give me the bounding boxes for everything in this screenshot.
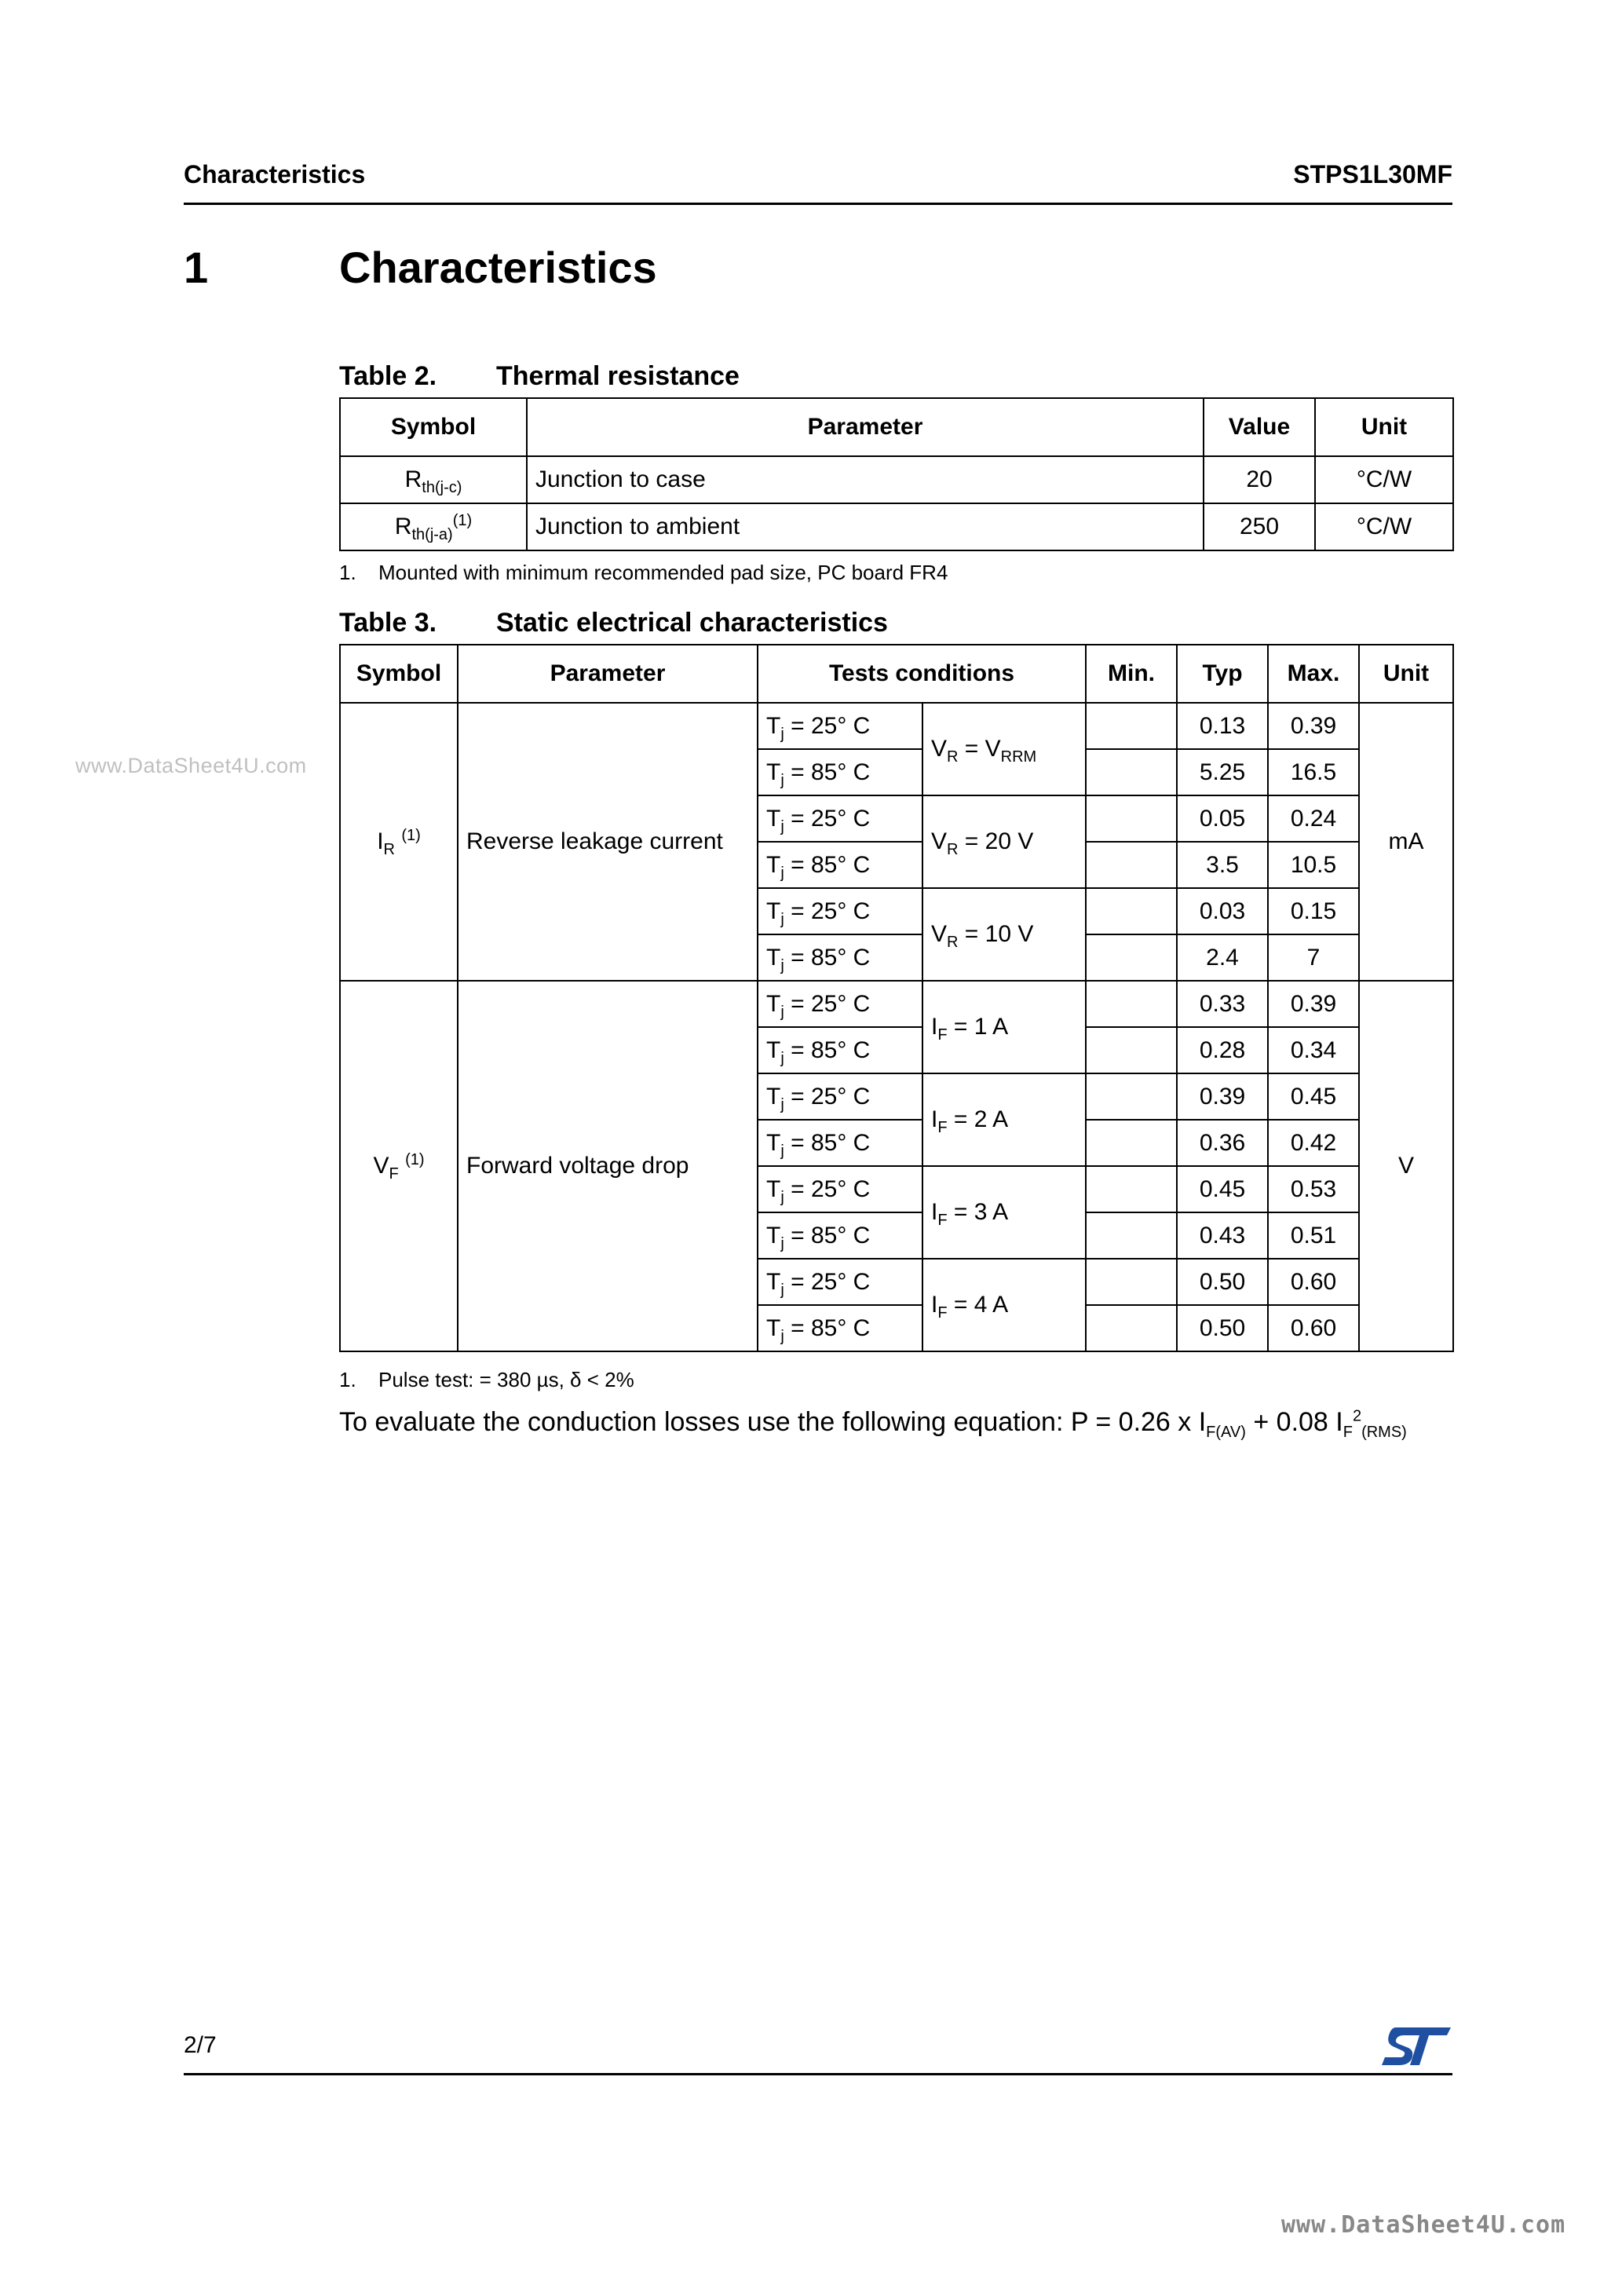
bias-condition-cell: $V_R = 20$ V — [922, 795, 1086, 888]
section-number: 1 — [184, 243, 209, 292]
typ-cell: 5.25 — [1177, 749, 1268, 795]
unit-cell: mA — [1359, 703, 1453, 981]
max-cell: 7 — [1268, 934, 1359, 981]
running-header-part-number: STPS1L30MF — [1293, 160, 1452, 188]
temperature-condition-cell: $T_j = 85^\circ$ C — [758, 749, 922, 795]
table-header-row — [340, 398, 1453, 456]
min-cell — [1086, 1073, 1177, 1120]
min-cell — [1086, 1120, 1177, 1166]
st-logo-icon — [1380, 2024, 1452, 2068]
min-cell — [1086, 842, 1177, 888]
column-header: Min. — [1086, 645, 1177, 703]
temperature-condition-cell: $T_j = 85^\circ$ C — [758, 1212, 922, 1259]
min-cell — [1086, 795, 1177, 842]
max-cell: 0.51 — [1268, 1212, 1359, 1259]
typ-cell: 0.33 — [1177, 981, 1268, 1027]
bias-condition-cell: $I_F = 4$ A — [922, 1259, 1086, 1351]
temperature-condition-cell: $T_j = 25^\circ$ C — [758, 1166, 922, 1212]
column-header: Parameter — [527, 398, 1204, 456]
temperature-condition-cell: $T_j = 85^\circ$ C — [758, 934, 922, 981]
symbol-cell: $R_{th(j-c)}$ — [340, 456, 527, 503]
column-header: Value — [1204, 398, 1315, 456]
bias-condition-cell: $V_R = 10$ V — [922, 888, 1086, 981]
watermark-text: www.DataSheet4U.com — [75, 754, 307, 777]
section-title: Characteristics — [339, 243, 657, 292]
parameter-cell: Junction to case — [527, 456, 1204, 503]
max-cell: 0.42 — [1268, 1120, 1359, 1166]
typ-cell: 0.39 — [1177, 1073, 1268, 1120]
running-header-section: Characteristics — [184, 160, 366, 188]
typ-cell: 0.13 — [1177, 703, 1268, 749]
typ-cell: 0.43 — [1177, 1212, 1268, 1259]
header-rule — [184, 203, 1452, 205]
max-cell: 0.24 — [1268, 795, 1359, 842]
max-cell: 0.15 — [1268, 888, 1359, 934]
unit-cell: V — [1359, 981, 1453, 1351]
max-cell: 0.39 — [1268, 703, 1359, 749]
column-header: Tests conditions — [758, 645, 1086, 703]
column-header: Max. — [1268, 645, 1359, 703]
column-header: Unit — [1315, 398, 1453, 456]
temperature-condition-cell: $T_j = 25^\circ$ C — [758, 981, 922, 1027]
temperature-condition-cell: $T_j = 85^\circ$ C — [758, 842, 922, 888]
table3-number: Table 3. — [339, 608, 437, 638]
table-header-row — [340, 645, 1453, 703]
max-cell: 16.5 — [1268, 749, 1359, 795]
table3-caption — [339, 608, 888, 638]
typ-cell: 0.03 — [1177, 888, 1268, 934]
temperature-condition-cell: $T_j = 85^\circ$ C — [758, 1027, 922, 1073]
table-row — [340, 703, 1453, 749]
unit-cell: °C/W — [1315, 503, 1453, 550]
column-header: Unit — [1359, 645, 1453, 703]
footnote-text: Mounted with minimum recommended pad size, PC board FR4 — [378, 561, 948, 584]
temperature-condition-cell: $T_j = 85^\circ$ C — [758, 1305, 922, 1351]
table2-footnote — [339, 561, 948, 585]
max-cell: 0.39 — [1268, 981, 1359, 1027]
typ-cell: 0.45 — [1177, 1166, 1268, 1212]
min-cell — [1086, 888, 1177, 934]
table2-title: Thermal resistance — [496, 361, 740, 391]
table3-title: Static electrical characteristics — [496, 608, 888, 638]
typ-cell: 3.5 — [1177, 842, 1268, 888]
temperature-condition-cell: $T_j = 25^\circ$ C — [758, 795, 922, 842]
max-cell: 0.53 — [1268, 1166, 1359, 1212]
typ-cell: 0.50 — [1177, 1305, 1268, 1351]
max-cell: 0.60 — [1268, 1305, 1359, 1351]
bias-condition-cell: $I_F = 3$ A — [922, 1166, 1086, 1259]
min-cell — [1086, 934, 1177, 981]
column-header: Symbol — [340, 645, 458, 703]
unit-cell: °C/W — [1315, 456, 1453, 503]
typ-cell: 0.50 — [1177, 1259, 1268, 1305]
max-cell: 0.34 — [1268, 1027, 1359, 1073]
temperature-condition-cell: $T_j = 25^\circ$ C — [758, 703, 922, 749]
conduction-loss-equation: To evaluate the conduction losses use the following equation: P = 0.26 x $I_{F(AV)} + 0.08$ $I_F^2_{(RMS)}$ — [339, 1407, 1407, 1441]
min-cell — [1086, 703, 1177, 749]
temperature-condition-cell: $T_j = 85^\circ$ C — [758, 1120, 922, 1166]
min-cell — [1086, 1305, 1177, 1351]
column-header: Parameter — [458, 645, 758, 703]
temperature-condition-cell: $T_j = 25^\circ$ C — [758, 888, 922, 934]
thermal-resistance-table — [339, 397, 1454, 551]
table-row — [340, 981, 1453, 1027]
min-cell — [1086, 749, 1177, 795]
temperature-condition-cell: $T_j = 25^\circ$ C — [758, 1073, 922, 1120]
table2-caption — [339, 361, 740, 392]
value-cell: 250 — [1204, 503, 1315, 550]
min-cell — [1086, 1259, 1177, 1305]
typ-cell: 0.36 — [1177, 1120, 1268, 1166]
column-header: Typ — [1177, 645, 1268, 703]
value-cell: 20 — [1204, 456, 1315, 503]
footnote-number: 1. — [339, 561, 356, 584]
bias-condition-cell: $I_F = 1$ A — [922, 981, 1086, 1073]
parameter-cell: Reverse leakage current — [458, 703, 758, 981]
min-cell — [1086, 1027, 1177, 1073]
typ-cell: 2.4 — [1177, 934, 1268, 981]
bias-condition-cell: $V_R = V_{RRM}$ — [922, 703, 1086, 795]
column-header: Symbol — [340, 398, 527, 456]
max-cell: 0.45 — [1268, 1073, 1359, 1120]
footer-rule — [184, 2073, 1452, 2075]
temperature-condition-cell: $T_j = 25^\circ$ C — [758, 1259, 922, 1305]
min-cell — [1086, 981, 1177, 1027]
bias-condition-cell: $I_F = 2$ A — [922, 1073, 1086, 1166]
parameter-cell: Forward voltage drop — [458, 981, 758, 1351]
watermark-text: www.DataSheet4U.com — [1281, 2211, 1566, 2239]
typ-cell: 0.28 — [1177, 1027, 1268, 1073]
page-number: 2/7 — [184, 2032, 217, 2058]
static-electrical-characteristics-table — [339, 644, 1454, 1352]
table-row — [340, 456, 1453, 503]
min-cell — [1086, 1166, 1177, 1212]
table-row — [340, 503, 1453, 550]
symbol-cell: $V_F$ $^{(1)}$ — [340, 981, 458, 1351]
footnote-number: 1. — [339, 1368, 356, 1391]
min-cell — [1086, 1212, 1177, 1259]
footnote-text: Pulse test: = 380 µs, δ < 2% — [378, 1368, 634, 1391]
symbol-cell: $R_{th(j-a)}^{(1)}$ — [340, 503, 527, 550]
typ-cell: 0.05 — [1177, 795, 1268, 842]
max-cell: 10.5 — [1268, 842, 1359, 888]
max-cell: 0.60 — [1268, 1259, 1359, 1305]
table2-number: Table 2. — [339, 361, 437, 391]
parameter-cell: Junction to ambient — [527, 503, 1204, 550]
symbol-cell: $I_R$ $^{(1)}$ — [340, 703, 458, 981]
table3-footnote — [339, 1368, 634, 1392]
